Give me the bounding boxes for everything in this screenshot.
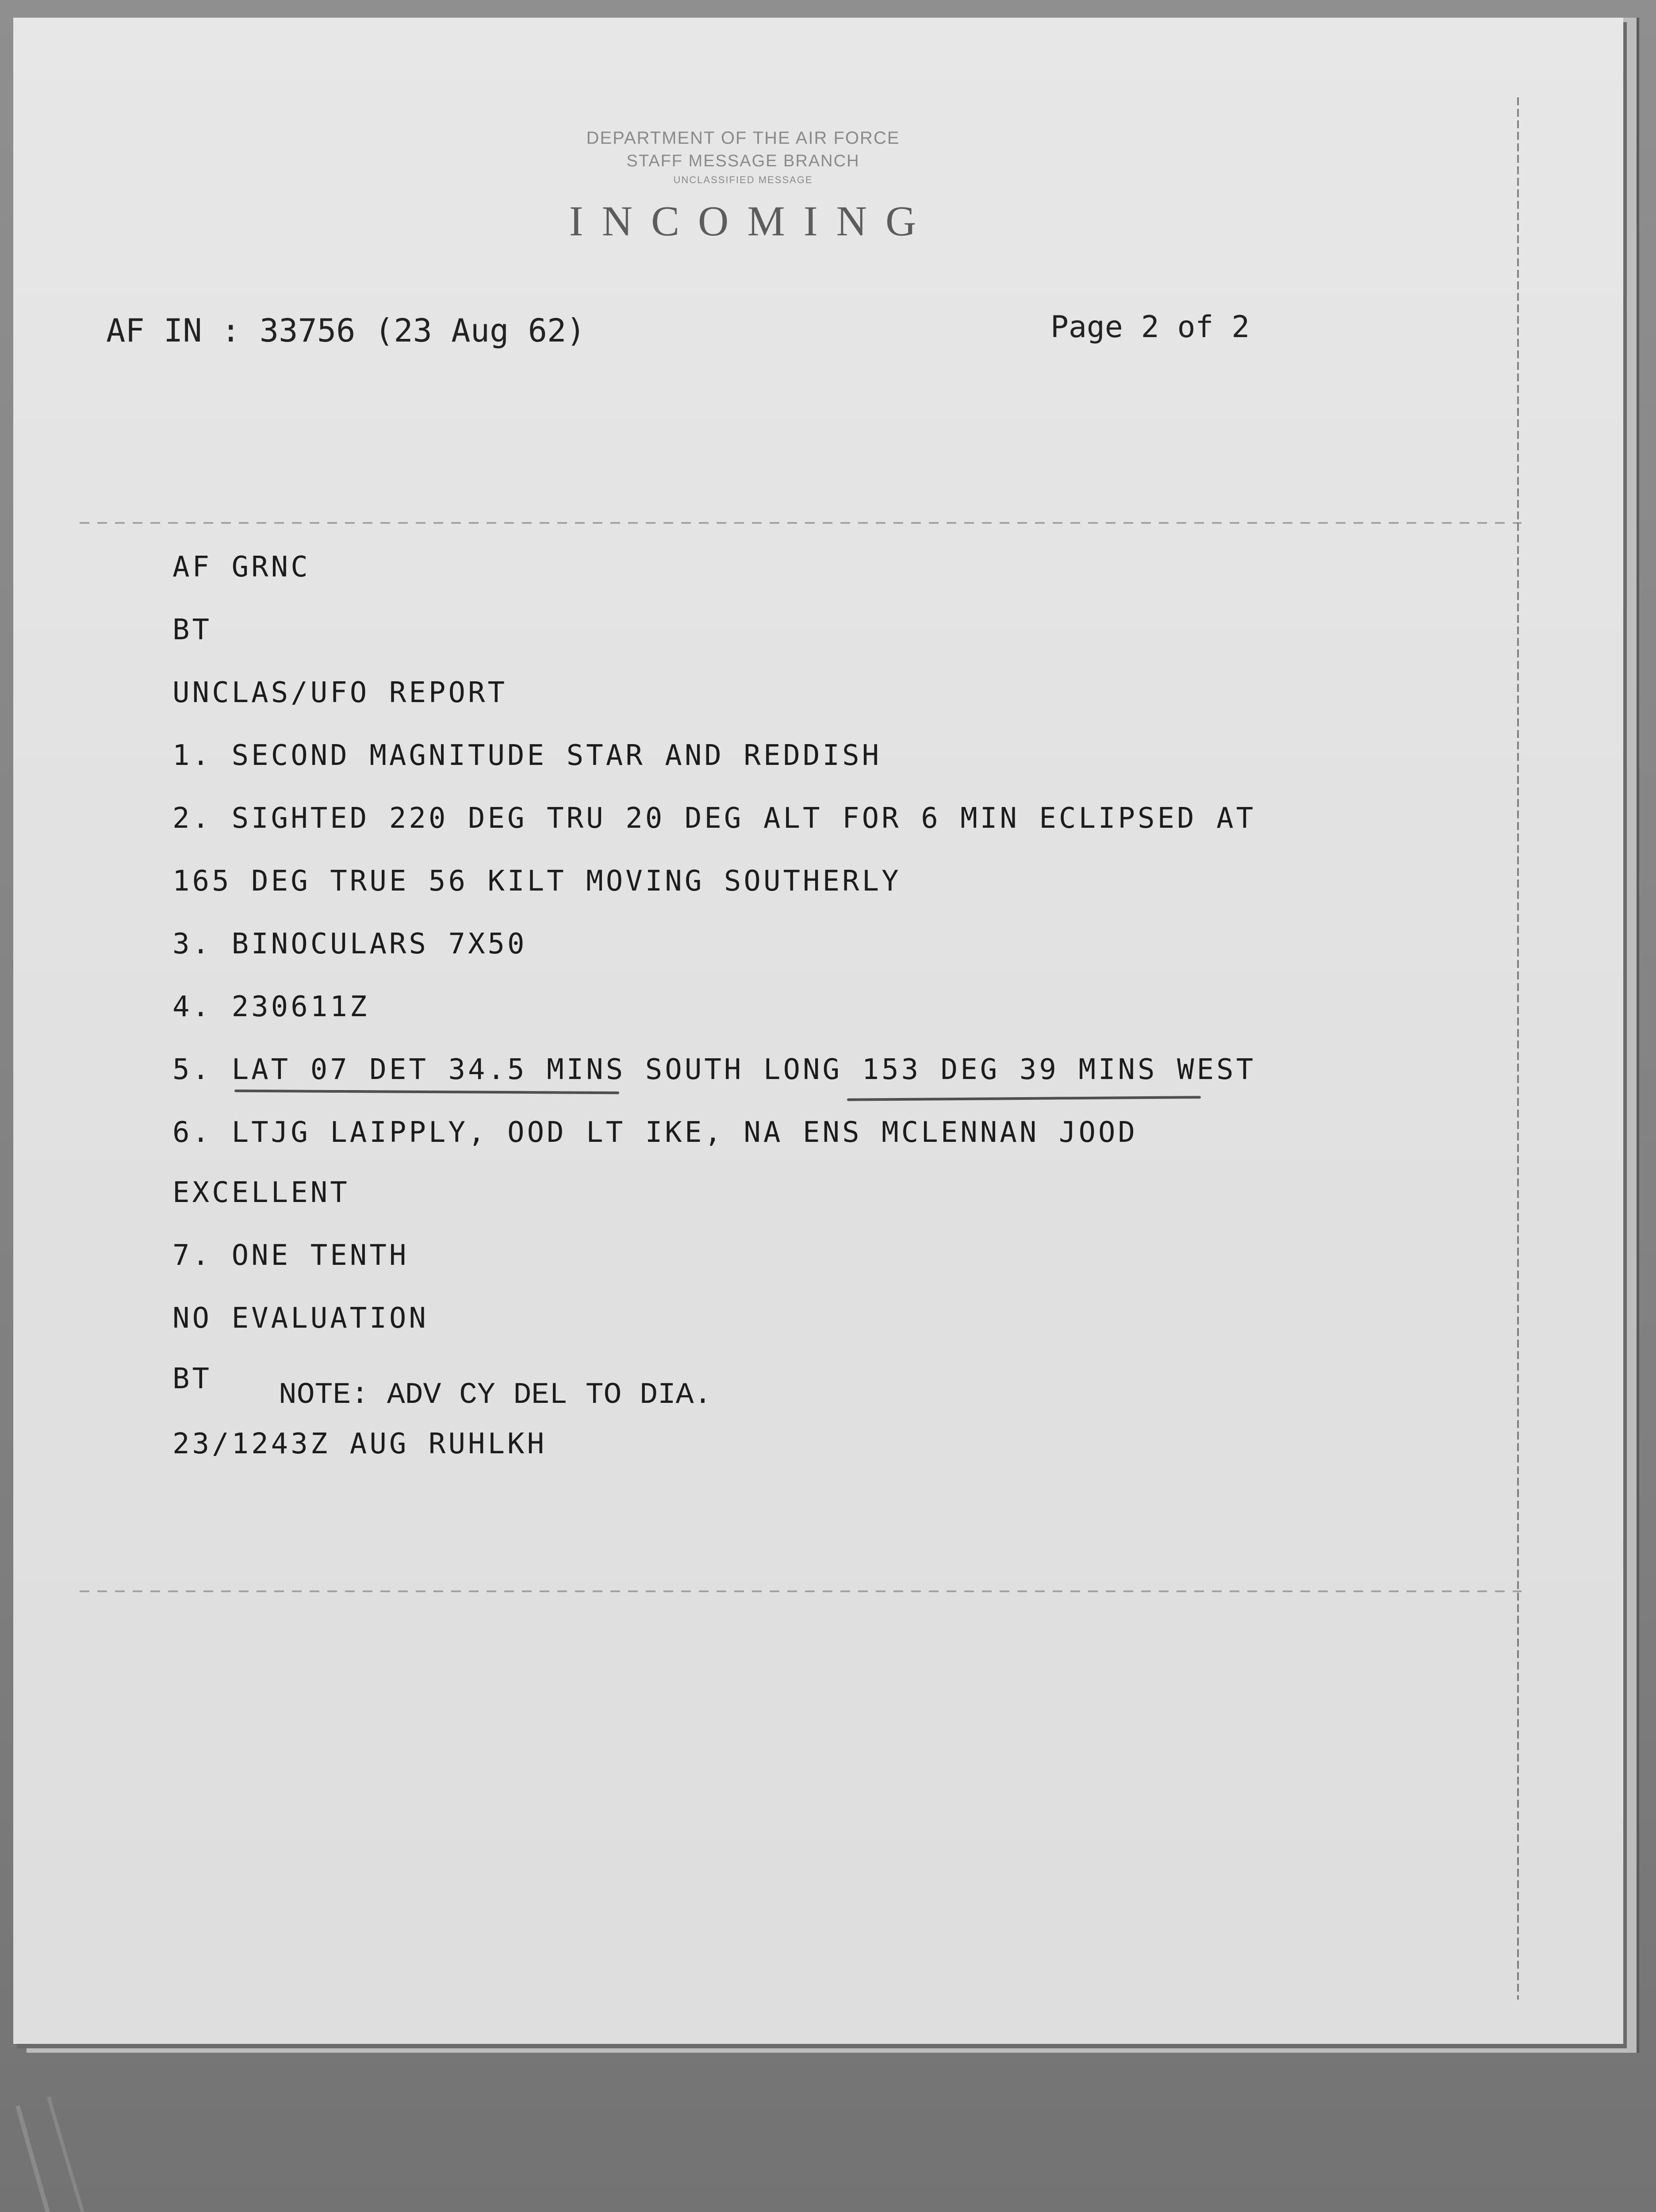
classification-label: UNCLASSIFIED MESSAGE [673, 174, 813, 185]
body-line: AF GRNC [172, 551, 310, 584]
body-line: UNCLAS/UFO REPORT [172, 676, 508, 709]
body-line: 1. SECOND MAGNITUDE STAR AND REDDISH [172, 739, 882, 772]
branch-label: STAFF MESSAGE BRANCH [626, 152, 860, 170]
body-line: 23/1243Z AUG RUHLKH [172, 1428, 547, 1460]
message-header [522, 128, 964, 246]
incoming-stamp: INCOMING [569, 197, 935, 245]
body-line: 5. LAT 07 DET 34.5 MINS SOUTH LONG 153 DEG 39 MINS WEST [172, 1053, 1256, 1086]
department-label: DEPARTMENT OF THE AIR FORCE [586, 128, 900, 148]
body-line: BT [172, 1363, 212, 1395]
handwritten-underline-longitude [847, 1096, 1201, 1101]
bottom-separator [80, 1590, 1522, 1592]
body-line: EXCELLENT [172, 1176, 350, 1209]
page-edge-line [1517, 97, 1519, 2000]
body-line: BT [172, 614, 212, 646]
body-line: 7. ONE TENTH [172, 1239, 409, 1272]
pencil-marks [0, 2079, 177, 2212]
page-indicator: Page 2 of 2 [1050, 310, 1250, 345]
body-line: 6. LTJG LAIPPLY, OOD LT IKE, NA ENS MCLENNAN JOOD [172, 1116, 1138, 1149]
body-line: 3. BINOCULARS 7X50 [172, 928, 527, 960]
message-id: AF IN : 33756 (23 Aug 62) [106, 312, 586, 349]
body-line: NO EVALUATION [172, 1302, 429, 1335]
handwritten-underline-latitude [234, 1090, 619, 1094]
message-page [13, 18, 1623, 2044]
routing-note: NOTE: ADV CY DEL TO DIA. [279, 1378, 712, 1412]
body-line: 4. 230611Z [172, 991, 370, 1023]
body-line: 165 DEG TRUE 56 KILT MOVING SOUTHERLY [172, 865, 901, 898]
top-separator [80, 522, 1522, 524]
body-line: 2. SIGHTED 220 DEG TRU 20 DEG ALT FOR 6 MIN ECLIPSED AT [172, 802, 1256, 835]
